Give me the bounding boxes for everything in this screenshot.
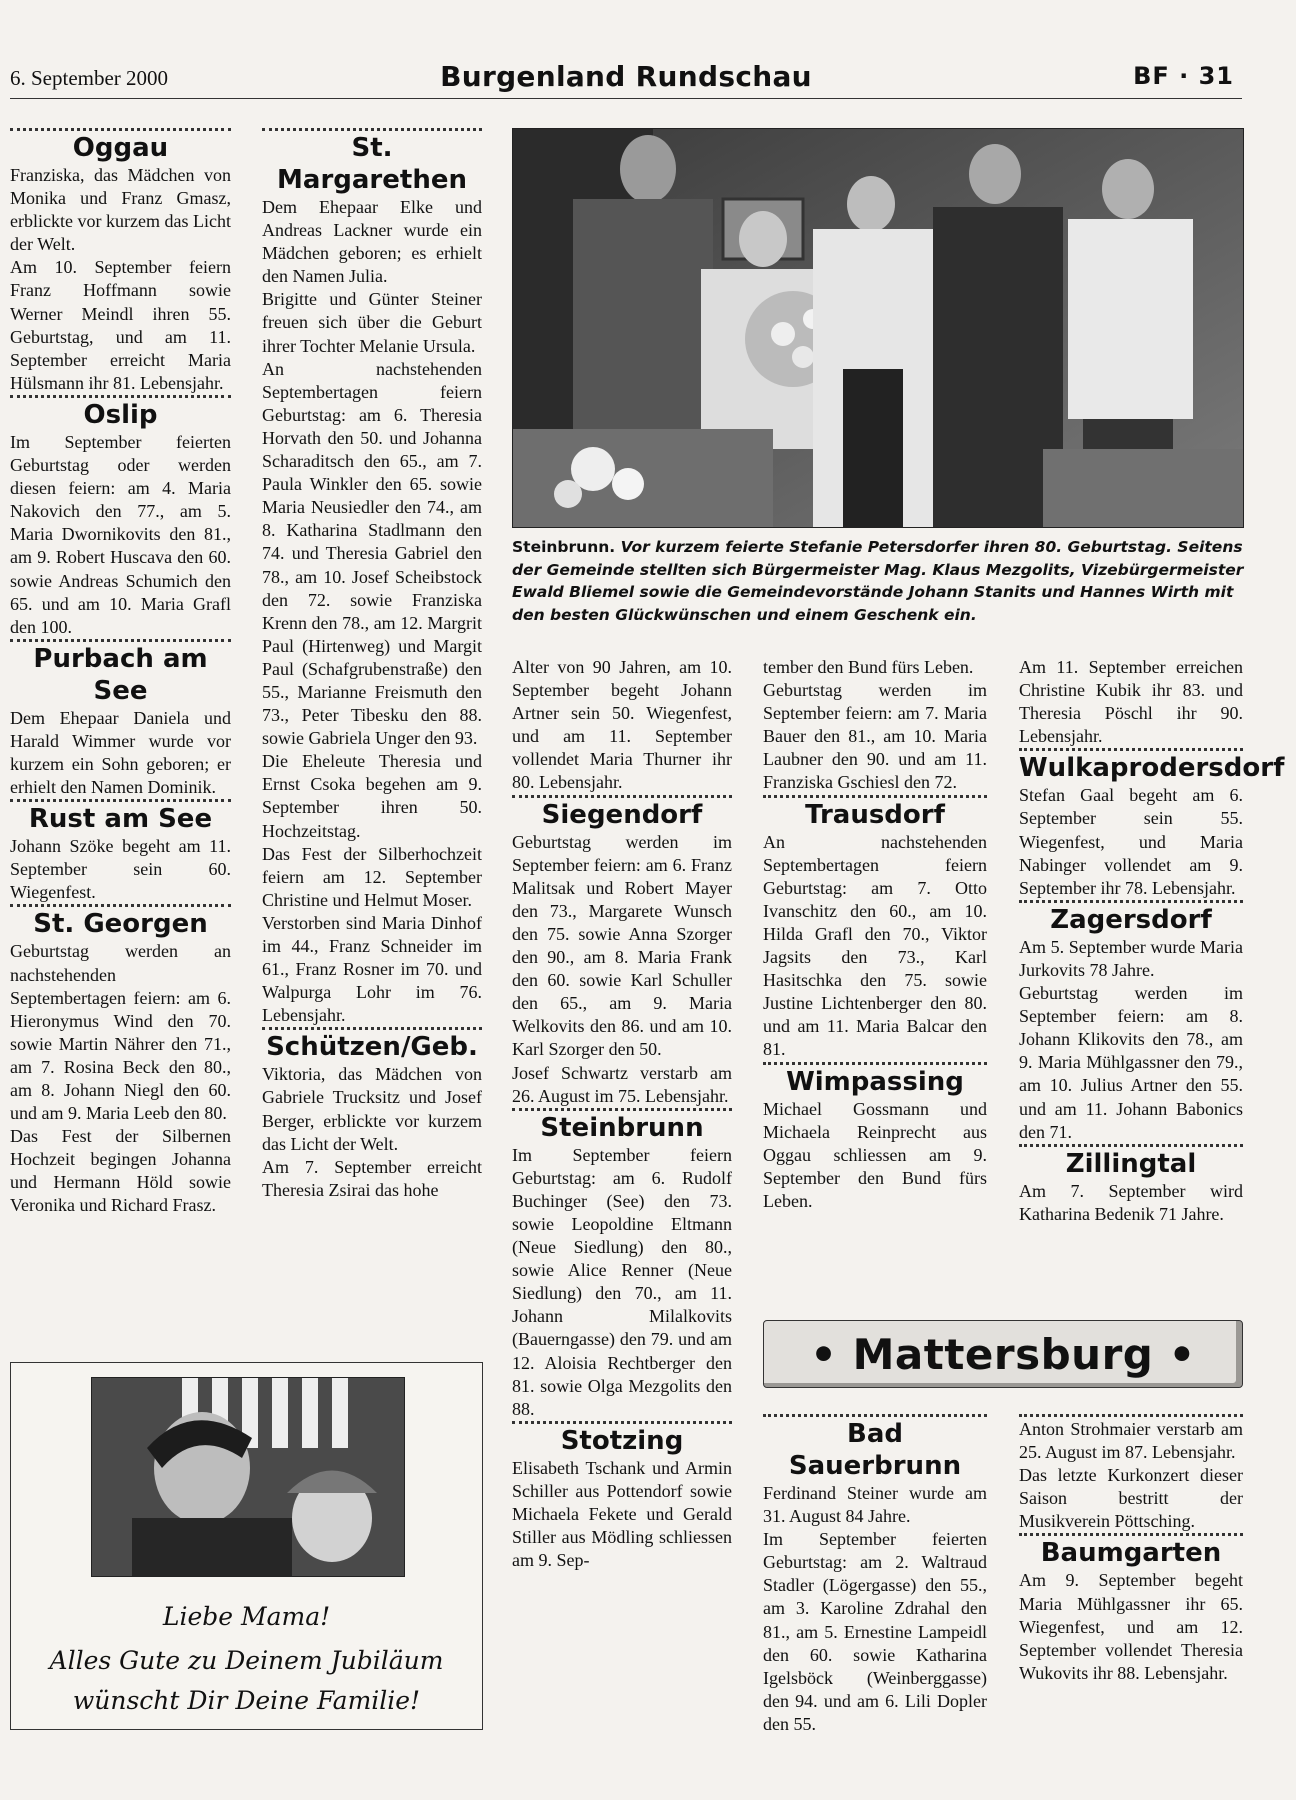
article-paragraph: Geburtstag werden an nachstehenden Septembertagen feiern: am 6. Hieronymus Wind den 70. sowie Martin Nährer den 71., am 7. Rosina Beck den 80., am 8. Johann Niegl den 60. und am 9. Maria Leeb den 80. <box>10 941 231 1124</box>
greeting-line-1: Liebe Mama! <box>162 1602 331 1631</box>
section-heading: Oslip <box>83 399 158 430</box>
photo-caption <box>512 536 1245 626</box>
article-paragraph: Im September feierten Geburtstag oder werden diesen feiern: am 4. Maria Nakovich den 77., am 5. Maria Dwornikovits den 81., am 9. Robert Huscava den 60. sowie Andreas Schumich den 65. und am 10. Maria Grafl den 100. <box>10 431 231 637</box>
article-paragraph: Am 9. September begeht Maria Mühlgassner ihr 65. Wiegenfest, und am 12. September vollendet Theresia Wukovits ihr 88. Lebensjahr. <box>1019 1570 1243 1683</box>
article-paragraph: Am 7. September wird Katharina Bedenik 71 Jahre. <box>1019 1180 1243 1224</box>
section-heading: Purbach am See <box>33 643 208 706</box>
page-header <box>10 58 1242 99</box>
article-paragraph: Geburtstag werden im September feiern: am 8. Johann Klikovits den 78., am 9. Maria Mühlgassner den 79., am 10. Julius Artner den 55. und am 11. Johann Babonics den 71. <box>1019 983 1243 1142</box>
article-paragraph: Alter von 90 Jahren, am 10. September begeht Johann Artner sein 50. Wiegenfest, und am 11. September vollendet Maria Thurner ihr 80. Lebensjahr. <box>512 657 732 793</box>
caption-place: Steinbrunn. <box>512 538 616 556</box>
article-paragraph: Verstorben sind Maria Dinhof im 44., Franz Schneider im 61., Franz Rosner im 70. und Walpurga Lohr im 76. Lebensjahr. <box>262 912 482 1026</box>
greeting-box <box>10 1362 483 1730</box>
column-1 <box>10 128 231 1218</box>
dotted-divider <box>1019 748 1243 751</box>
dotted-divider <box>10 639 231 642</box>
dotted-divider <box>763 795 987 798</box>
article-paragraph: An nachstehenden Septembertagen feiern Geburtstag: am 6. Theresia Horvath den 50. und Johanna Scharaditsch den 65., am 7. Paula Winkler den 65. sowie Maria Neusiedler den 74., am 8. Katharina Stadlmann den 74. und Theresia Gabriel den 78., am 10. Josef Scheibstock den 72. sowie Franziska Krenn den 78., am 12. Margrit Paul (Hirtenweg) und Margit Paul (Schafgrubenstraße) den 55., Marianne Freismuth den 73., Peter Tibesku den 88. sowie Gabriela Unger den 93. <box>262 358 482 749</box>
group-photo <box>512 128 1244 528</box>
section-heading: Baumgarten <box>1040 1538 1222 1569</box>
column-3 <box>512 656 732 1572</box>
greeting-line-3: wünscht Dir Deine Familie! <box>72 1686 421 1715</box>
section-heading: Trausdorf <box>805 799 945 830</box>
dotted-divider <box>1019 1414 1243 1417</box>
article-paragraph: Viktoria, das Mädchen von Gabriele Trucksitz und Josef Berger, erblickte vor kurzem das Licht der Welt. <box>262 1064 482 1154</box>
article-paragraph: Das Fest der Silberhochzeit feiern am 12. September Christine und Helmut Moser. <box>262 843 482 910</box>
article-paragraph: Ferdinand Steiner wurde am 31. August 84 Jahre. <box>763 1483 987 1527</box>
dotted-divider <box>1019 900 1243 903</box>
article-paragraph: Franziska, das Mädchen von Monika und Franz Gmasz, erblickte vor kurzem das Licht der Welt. <box>10 165 231 255</box>
article-paragraph: Josef Schwartz verstarb am 26. August im 75. Lebensjahr. <box>512 1062 732 1106</box>
article-paragraph: Die Eheleute Theresia und Ernst Csoka begehen am 9. September ihren 50. Hochzeitstag. <box>262 751 482 841</box>
section-heading: St. Georgen <box>33 909 208 940</box>
article-paragraph: Johann Szöke begeht am 11. September sein 60. Wiegenfest. <box>10 836 231 903</box>
section-heading: Bad Sauerbrunn <box>788 1419 962 1481</box>
page-number: BF · 31 <box>1133 62 1234 90</box>
section-heading: Wimpassing <box>786 1066 964 1097</box>
issue-date: 6. September 2000 <box>10 66 169 90</box>
dotted-divider <box>262 1027 482 1030</box>
dotted-divider <box>10 128 231 131</box>
column-6 <box>763 1414 987 1736</box>
newspaper-title: Burgenland Rundschau <box>440 60 812 93</box>
article-paragraph: Am 11. September erreichen Christine Kubik ihr 83. und Theresia Pöschl ihr 90. Lebensjahr. <box>1019 657 1243 747</box>
article-paragraph: Im September feierten Geburtstag: am 2. Waltraud Stadler (Lögergasse) den 55., am 3. Karoline Zdrahal den 81., am 5. Ernestine Lampeidl den 60. sowie Katharina Igelsböck (Weinberggasse) den 94. und am 6. Lili Dopler den 55. <box>763 1529 987 1734</box>
article-paragraph: Am 7. September erreicht Theresia Zsirai das hohe <box>262 1156 482 1200</box>
dotted-divider <box>10 904 231 907</box>
dotted-divider <box>512 1108 732 1111</box>
article-paragraph: Dem Ehepaar Elke und Andreas Lackner wurde ein Mädchen geboren; es erhielt den Namen Julia. <box>262 197 482 287</box>
dotted-divider <box>1019 1533 1243 1536</box>
dotted-divider <box>262 128 482 131</box>
column-5 <box>1019 656 1285 1226</box>
section-heading: Schützen/Geb. <box>266 1032 478 1063</box>
article-paragraph: Stefan Gaal begeht am 6. September sein 55. Wiegenfest, und Maria Nabinger vollendet am 9. September ihr 78. Lebensjahr. <box>1019 785 1243 898</box>
group-photo-image <box>513 129 1243 527</box>
section-heading: Rust am See <box>28 804 213 835</box>
article-paragraph: Am 5. September wurde Maria Jurkovits 78 Jahre. <box>1019 936 1243 980</box>
dotted-divider <box>10 395 231 398</box>
article-paragraph: Am 10. September feiern Franz Hoffmann sowie Werner Meindl ihren 55. Geburtstag, und am 11. September erreicht Maria Hülsmann ihr 81. Lebensjahr. <box>10 257 231 393</box>
article-paragraph: Anton Strohmaier verstarb am 25. August im 87. Lebensjahr. <box>1019 1419 1243 1463</box>
article-paragraph: Im September feiern Geburtstag: am 6. Rudolf Buchinger (See) den 73. sowie Leopoldine Eltmann (Neue Siedlung) den 80., sowie Alice Renner (Neue Siedlung) den 70., am 11. Johann Milalkovits (Bauerngasse) den 79. und am 12. Aloisia Rechtberger den 81. sowie Olga Mezgolits den 88. <box>512 1144 732 1419</box>
article-paragraph: Das Fest der Silbernen Hochzeit begingen Johanna und Hermann Höld sowie Veronika und Richard Frasz. <box>10 1126 231 1216</box>
section-heading: Zagersdorf <box>1050 904 1212 935</box>
section-heading: Steinbrunn <box>540 1112 704 1143</box>
article-paragraph: tember den Bund fürs Leben. <box>763 657 974 677</box>
caption-text: Vor kurzem feierte Stefanie Petersdorfer ihren 80. Geburtstag. Seitens der Gemeinde stellten sich Bürgermeister Mag. Klaus Mezgolits, Vizebürgermeister Ewald Bliemel sowie die Gemeindevorstände Johann Stanits und Hannes Wirth mit den besten Glückwünschen und einem Geschenk ein. <box>512 538 1244 624</box>
article-paragraph: Brigitte und Günter Steiner freuen sich über die Geburt ihrer Tochter Melanie Ursula. <box>262 289 482 356</box>
column-4 <box>763 656 987 1213</box>
dotted-divider <box>512 795 732 798</box>
dotted-divider <box>10 799 231 802</box>
dotted-divider <box>1019 1144 1243 1147</box>
section-heading: Wulkaprodersdorf <box>1019 753 1285 784</box>
article-paragraph: Michael Gossmann und Michaela Reinprecht aus Oggau schliessen am 9. September den Bund fürs Leben. <box>763 1098 987 1211</box>
dotted-divider <box>763 1414 987 1417</box>
article-paragraph: Elisabeth Tschank und Armin Schiller aus Pottendorf sowie Michaela Fekete und Gerald Stiller aus Mödling schliessen am 9. Sep- <box>512 1457 732 1571</box>
dotted-divider <box>512 1421 732 1424</box>
section-heading: Siegendorf <box>541 799 703 830</box>
section-heading: Stotzing <box>560 1425 684 1456</box>
mother-child-photo <box>91 1377 405 1577</box>
section-heading: Zillingtal <box>1065 1148 1197 1179</box>
section-heading: Oggau <box>72 133 169 163</box>
article-paragraph: Geburtstag werden im September feiern: am 6. Franz Malitsak und Robert Mayer den 73., Margarete Wunsch den 75. sowie Anna Szorger den 90., am 8. Maria Frank den 60. sowie Karl Schuller den 65., am 9. Maria Welkovits den 86. und am 10. Karl Szorger den 50. <box>512 831 732 1060</box>
mother-child-image <box>92 1378 404 1576</box>
article-paragraph: An nachstehenden Septembertagen feiern Geburtstag: am 7. Otto Ivanschitz den 60., am 10. Hilda Grafl den 70., Viktor Jagsits den 73., Karl Hasitschka den 75. sowie Justine Lichtenberger den 80. und am 11. Maria Balcar den 81. <box>763 831 987 1060</box>
region-banner <box>763 1320 1243 1388</box>
article-paragraph: Geburtstag werden im September feiern: am 7. Maria Bauer den 81., am 10. Maria Laubner den 90. und am 11. Franziska Gschiesl den 72. <box>763 680 987 793</box>
article-paragraph: Das letzte Kurkonzert dieser Saison bestritt der Musikverein Pöttsching. <box>1019 1465 1243 1532</box>
dotted-divider <box>763 1062 987 1065</box>
column-2 <box>262 128 482 1202</box>
section-heading: St. Margarethen <box>277 133 467 195</box>
article-paragraph: Dem Ehepaar Daniela und Harald Wimmer wurde vor kurzem ein Sohn geboren; er erhielt den Namen Dominik. <box>10 707 231 798</box>
greeting-line-2: Alles Gute zu Deinem Jubiläum <box>49 1646 444 1675</box>
column-7 <box>1019 1414 1243 1685</box>
region-title: • Mattersburg • <box>810 1329 1196 1379</box>
